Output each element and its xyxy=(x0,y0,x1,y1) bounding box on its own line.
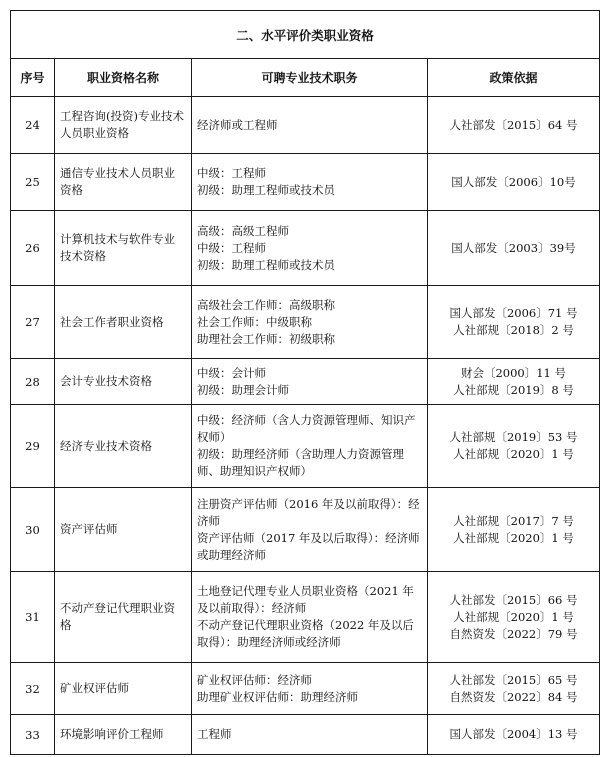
policy-cell xyxy=(428,663,600,715)
policy-cell xyxy=(428,405,600,488)
duty-line: 经济师或工程师 xyxy=(197,117,278,132)
duties-cell xyxy=(192,286,428,359)
row-number: 33 xyxy=(11,715,55,755)
row-number: 29 xyxy=(11,405,55,488)
policy-line: 人社部发〔2015〕65 号 xyxy=(449,672,578,687)
header-name: 职业资格名称 xyxy=(55,59,192,97)
qualification-name: 不动产登记代理职业资格 xyxy=(55,572,192,663)
table-row xyxy=(11,154,600,211)
policy-line: 人社部规〔2020〕1 号 xyxy=(453,609,574,624)
table-row xyxy=(11,211,600,286)
policy-line: 人社部规〔2020〕1 号 xyxy=(453,530,574,545)
policy-cell xyxy=(428,488,600,572)
table-row xyxy=(11,97,600,154)
header-row xyxy=(11,59,600,97)
row-number: 27 xyxy=(11,286,55,359)
duty-line: 高级：高级工程师 xyxy=(197,223,289,238)
duties-cell xyxy=(192,97,428,154)
policy-line: 国人部发〔2006〕10号 xyxy=(451,174,576,189)
qualification-name: 计算机技术与软件专业技术资格 xyxy=(55,211,192,286)
policy-line: 自然资发〔2022〕79 号 xyxy=(449,626,578,641)
duty-line: 初级：助理会计师 xyxy=(197,382,289,397)
duty-line: 中级：经济师（含人力资源管理师、知识产权师） xyxy=(197,413,416,444)
duties-cell xyxy=(192,211,428,286)
policy-line: 国人部发〔2006〕71 号 xyxy=(449,306,578,320)
qualification-table xyxy=(10,10,600,755)
policy-cell xyxy=(428,97,600,154)
duty-line: 初级：助理经济师（含助理人力资源管理师、助理知识产权师） xyxy=(197,447,404,478)
qualification-name: 社会工作者职业资格 xyxy=(55,286,192,359)
duty-line: 注册资产评估师（2016 年及以前取得）：经济师 xyxy=(197,496,420,528)
qualification-name: 工程咨询(投资)专业技术人员职业资格 xyxy=(55,97,192,154)
duty-line: 初级：助理工程师或技术员 xyxy=(197,257,335,272)
policy-line: 财会〔2000〕11 号 xyxy=(460,365,567,380)
duty-line: 矿业权评估师：经济师 xyxy=(197,672,312,687)
table-body xyxy=(11,97,600,755)
table-row xyxy=(11,488,600,572)
qualification-name: 环境影响评价工程师 xyxy=(55,715,192,755)
duty-line: 助理矿业权评估师：助理经济师 xyxy=(197,689,358,704)
qualification-name: 资产评估师 xyxy=(55,488,192,572)
row-number: 28 xyxy=(11,359,55,405)
row-number: 26 xyxy=(11,211,55,286)
policy-line: 人社部规〔2020〕1 号 xyxy=(453,447,574,461)
qualification-name: 会计专业技术资格 xyxy=(55,359,192,405)
qualification-name: 经济专业技术资格 xyxy=(55,405,192,488)
duties-cell xyxy=(192,405,428,488)
duty-line: 社会工作师：中级职称 xyxy=(197,314,312,329)
qualification-name: 矿业权评估师 xyxy=(55,663,192,715)
table-title: 二、水平评价类职业资格 xyxy=(11,11,600,59)
table-row xyxy=(11,405,600,488)
policy-cell xyxy=(428,286,600,359)
row-number: 30 xyxy=(11,488,55,572)
duties-cell xyxy=(192,663,428,715)
policy-cell xyxy=(428,359,600,405)
header-policy: 政策依据 xyxy=(428,59,600,97)
qualification-name: 通信专业技术人员职业资格 xyxy=(55,154,192,211)
table-row xyxy=(11,663,600,715)
table-row xyxy=(11,359,600,405)
policy-cell xyxy=(428,154,600,211)
duty-line: 助理社会工作师：初级职称 xyxy=(197,331,335,346)
policy-line: 人社部规〔2018〕2 号 xyxy=(453,323,574,337)
policy-line: 人社部发〔2015〕66 号 xyxy=(449,592,578,607)
row-number: 31 xyxy=(11,572,55,663)
row-number: 32 xyxy=(11,663,55,715)
duties-cell xyxy=(192,359,428,405)
policy-line: 自然资发〔2022〕84 号 xyxy=(449,689,578,704)
policy-line: 人社部规〔2019〕53 号 xyxy=(449,430,578,444)
duties-cell xyxy=(192,154,428,211)
policy-line: 国人部发〔2004〕13 号 xyxy=(449,727,578,741)
header-seq: 序号 xyxy=(11,59,55,97)
policy-cell xyxy=(428,572,600,663)
policy-line: 人社部规〔2019〕8 号 xyxy=(453,382,574,397)
duty-line: 土地登记代理专业人员职业资格（2021 年及以前取得）：经济师 xyxy=(197,584,414,615)
duty-line: 工程师 xyxy=(197,727,232,741)
duty-line: 中级：会计师 xyxy=(197,365,266,380)
policy-line: 国人部发〔2003〕39号 xyxy=(451,240,576,255)
duty-line: 资产评估师（2017 年及以后取得）：经济师或助理经济师 xyxy=(197,530,420,562)
row-number: 24 xyxy=(11,97,55,154)
duties-cell xyxy=(192,715,428,755)
policy-cell xyxy=(428,715,600,755)
duty-line: 中级：工程师 xyxy=(197,240,266,255)
table-row xyxy=(11,572,600,663)
duty-line: 初级：助理工程师或技术员 xyxy=(197,183,335,197)
duty-line: 中级：工程师 xyxy=(197,166,266,180)
row-number: 25 xyxy=(11,154,55,211)
duty-line: 高级社会工作师：高级职称 xyxy=(197,297,335,312)
policy-line: 人社部发〔2015〕64 号 xyxy=(449,117,578,132)
duty-line: 不动产登记代理职业资格（2022 年及以后取得）：助理经济师或经济师 xyxy=(197,618,414,649)
policy-cell xyxy=(428,211,600,286)
duties-cell xyxy=(192,572,428,663)
policy-line: 人社部规〔2017〕7 号 xyxy=(453,513,574,528)
header-duties: 可聘专业技术职务 xyxy=(192,59,428,97)
table-row xyxy=(11,286,600,359)
duties-cell xyxy=(192,488,428,572)
table-row xyxy=(11,715,600,755)
